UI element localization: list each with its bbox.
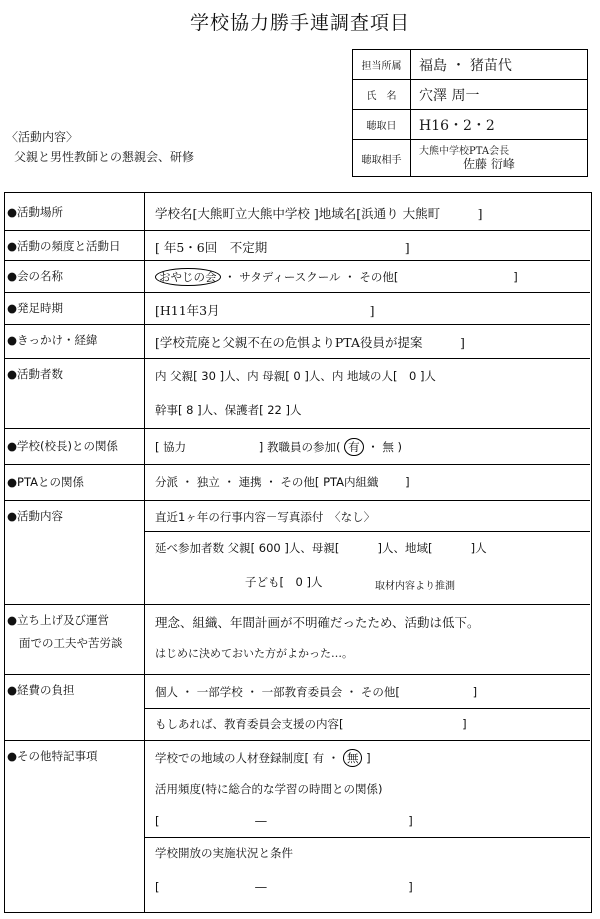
count-line-1: 内 父親[ 30 ]人、内 母親[ 0 ]人、内 地域の人[ 0 ]人 (155, 369, 436, 383)
row-label: ●発足時期 (5, 293, 145, 324)
row-label: ●立ち上げ及び運営 (7, 613, 110, 627)
info-value: H16・2・2 (419, 117, 495, 134)
other-line-4: 学校開放の実施状況と条件 (155, 846, 293, 860)
divider (145, 531, 590, 532)
place-value: 学校名[大熊町立大熊中学校 ]地域名[浜通り 大熊町 ] (155, 206, 483, 221)
row-label: ●その他特記事項 (5, 741, 145, 913)
info-row-date (353, 110, 587, 140)
row-school-relation (5, 429, 590, 465)
cost-line-2: もしあれば、教育委員会支援の内容[ ] (155, 717, 467, 731)
other-line-2: 活用頻度(特に総合的な学習の時間との関係) (155, 782, 383, 796)
other-line-1 (155, 749, 371, 767)
selected-option-circle: おやじの会 (155, 268, 221, 286)
frequency-value: [ 年5・6回 不定期 ] (155, 240, 410, 255)
row-pta-relation (5, 465, 590, 501)
row-cost (5, 675, 590, 741)
content-line-2: 延べ参加者数 父親[ 600 ]人、母親[ ]人、地域[ ]人 (155, 541, 487, 555)
selected-option-circle: 無 (343, 749, 363, 767)
other-line-3: [ ― ] (155, 814, 413, 828)
info-label: 聴取相手 (353, 140, 411, 176)
school-relation-value (155, 438, 402, 456)
other-line-5: [ ― ] (155, 880, 413, 894)
selected-option-circle: 有 (344, 438, 364, 456)
content-note: 取材内容より推測 (375, 581, 455, 592)
other-line-1-post: ] (366, 751, 371, 765)
pta-relation-value: 分派 ・ 独立 ・ 連携 ・ その他[ PTA内組織 ] (155, 475, 410, 489)
row-label-cont: 面での工夫や苦労談 (19, 636, 123, 650)
row-label: ●きっかけ・経緯 (5, 325, 145, 358)
content-line-1: 直近1ヶ年の行事内容－写真添付 〈なし〉 (155, 510, 376, 524)
row-label: ●会の名称 (5, 261, 145, 292)
school-relation-post: ・ 無 ) (367, 440, 403, 454)
page-title: 学校協力勝手連調査項目 (189, 12, 410, 34)
row-label: ●経費の負担 (5, 675, 145, 740)
other-line-1-pre: 学校での地域の人材登録制度[ 有 ・ (155, 751, 340, 765)
row-label: ●活動者数 (5, 359, 145, 428)
row-content (5, 501, 590, 605)
row-frequency (5, 231, 590, 261)
info-value: 福島 ・ 猪苗代 (419, 57, 512, 74)
activity-note-heading: 〈活動内容〉 (6, 130, 79, 144)
row-group-name (5, 261, 590, 293)
activity-note-text: 父親と男性教師との懇親会、研修 (14, 150, 195, 164)
row-label: ●活動の頻度と活動日 (5, 231, 145, 260)
row-label: ●学校(校長)との関係 (5, 429, 145, 464)
row-label-group (5, 605, 145, 674)
info-label: 聴取日 (353, 110, 411, 139)
divider (145, 708, 590, 709)
interviewee-title: 大熊中学校PTA会長 (419, 146, 510, 157)
count-line-2: 幹事[ 8 ]人、保護者[ 22 ]人 (155, 403, 302, 417)
divider (145, 837, 590, 838)
start-value: [H11年3月 ] (155, 303, 375, 318)
info-value (411, 140, 587, 176)
group-name-options (155, 268, 518, 286)
row-trigger (5, 325, 590, 359)
content-line-3: 子ども[ 0 ]人 (245, 575, 323, 589)
row-count (5, 359, 590, 429)
survey-form (4, 192, 592, 913)
row-other (5, 741, 590, 913)
interviewee-name: 佐藤 衍峰 (463, 157, 515, 171)
row-label: ●PTAとの関係 (5, 465, 145, 500)
row-effort (5, 605, 590, 675)
effort-line-2: はじめに決めておいた方がよかった…。 (155, 647, 353, 660)
trigger-value: [学校荒廃と父親不在の危惧よりPTA役員が提案 ] (155, 335, 465, 350)
info-label: 担当所属 (353, 50, 411, 79)
row-place (5, 193, 590, 231)
row-label: ●活動内容 (5, 501, 145, 604)
row-start (5, 293, 590, 325)
info-row-interviewee (353, 140, 587, 176)
info-value: 穴澤 周一 (419, 87, 480, 104)
info-row-name (353, 80, 587, 110)
cost-line-1: 個人 ・ 一部学校 ・ 一部教育委員会 ・ その他[ ] (155, 685, 478, 699)
info-label: 氏 名 (353, 80, 411, 109)
info-table (352, 49, 588, 177)
school-relation-pre: [ 協力 ] 教職員の参加( (155, 440, 341, 454)
info-row-department (353, 50, 587, 80)
effort-line-1: 理念、組織、年間計画が不明確だったため、活動は低下。 (155, 615, 480, 630)
row-label: ●活動場所 (5, 193, 145, 230)
group-name-rest: ・ サタディースクール ・ その他[ ] (224, 270, 518, 284)
